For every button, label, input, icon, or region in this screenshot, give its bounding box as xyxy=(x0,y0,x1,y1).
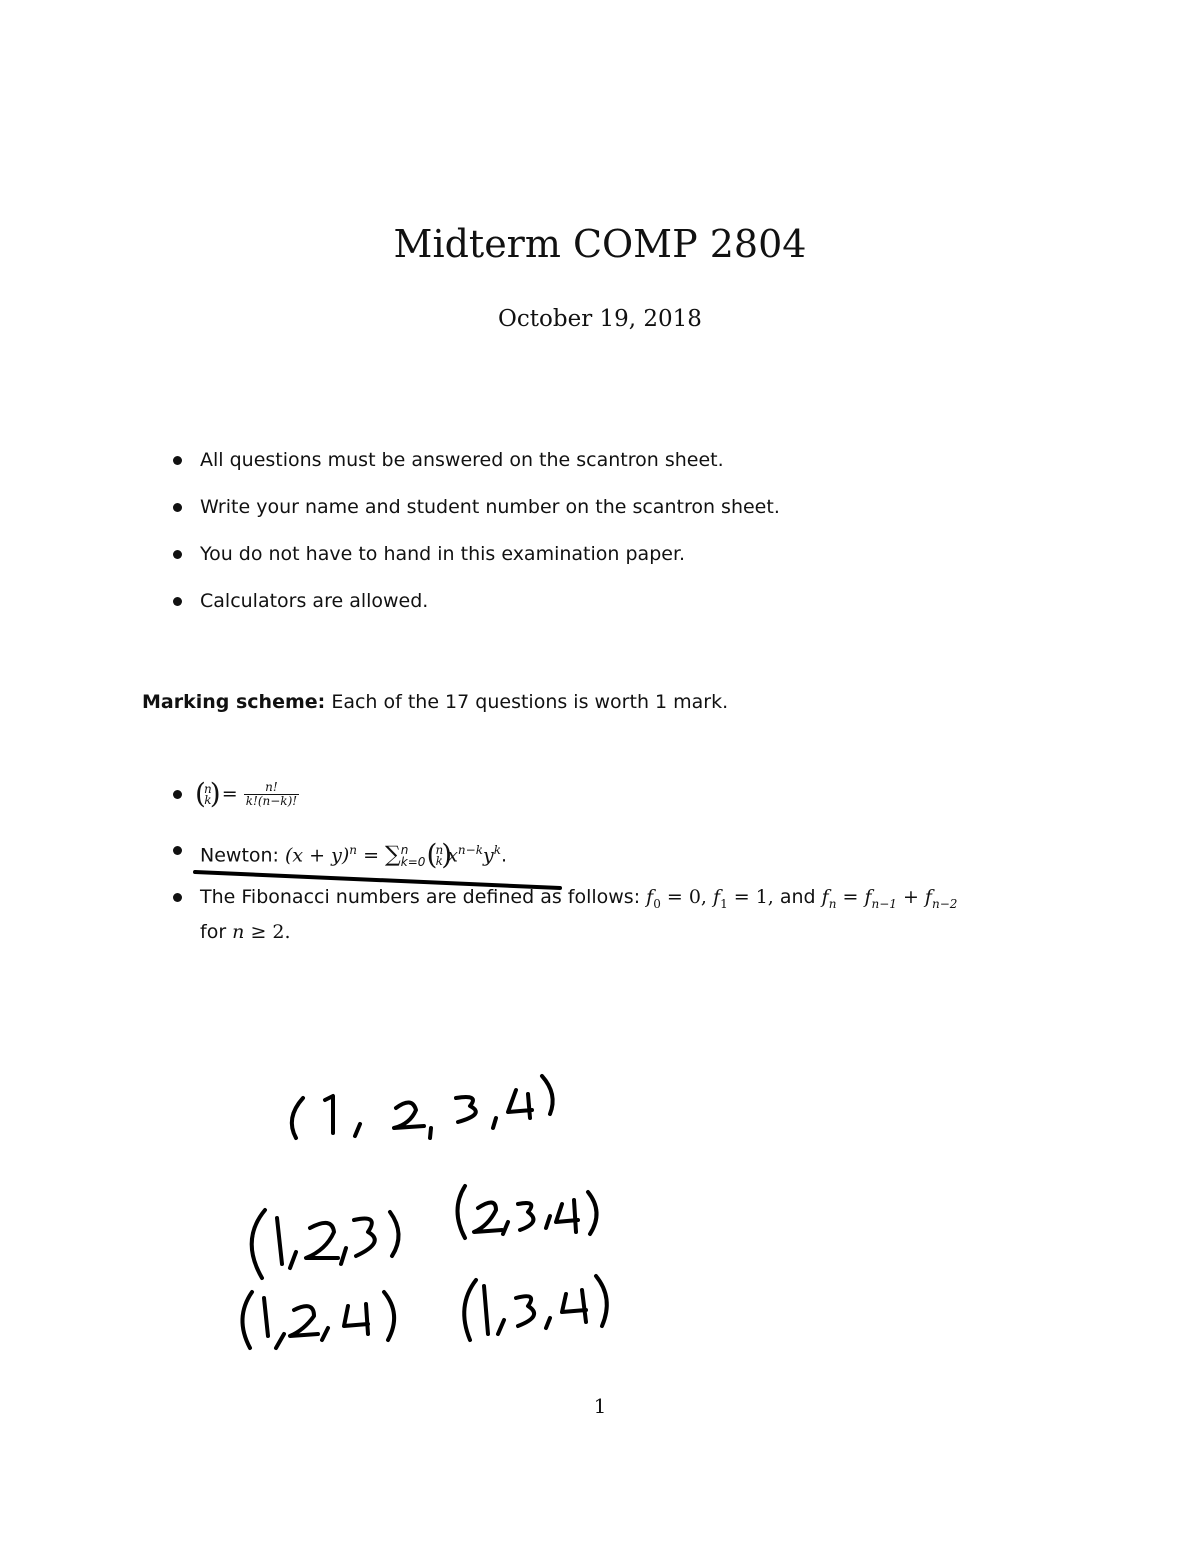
page-number: 1 xyxy=(593,1394,607,1418)
bullet-icon xyxy=(173,550,182,559)
marking-scheme-label: Marking scheme: xyxy=(142,691,326,713)
bullet-icon xyxy=(173,893,182,902)
formula-list xyxy=(173,780,1073,953)
bullet-icon xyxy=(173,597,182,606)
instructions-list xyxy=(173,446,1073,634)
marking-scheme xyxy=(142,688,1092,716)
handwritten-tuple xyxy=(464,1276,607,1340)
handwritten-tuple xyxy=(292,1076,553,1138)
handwritten-tuple xyxy=(458,1186,597,1238)
bullet-icon xyxy=(173,790,182,799)
instruction-item: All questions must be answered on the scantron sheet. xyxy=(173,446,1073,493)
exam-date: October 19, 2018 xyxy=(498,306,702,332)
page-title: Midterm COMP 2804 xyxy=(393,222,807,266)
instruction-item: Calculators are allowed. xyxy=(173,587,1073,634)
binomial-coefficient: ( n k ) xyxy=(200,784,216,806)
binomial-coefficient: ( n k ) xyxy=(431,845,447,867)
bullet-icon xyxy=(173,456,182,465)
handwritten-tuple xyxy=(242,1292,394,1348)
bullet-icon xyxy=(173,503,182,512)
marking-scheme-text: Each of the 17 questions is worth 1 mark. xyxy=(331,691,729,713)
instruction-item: Write your name and student number on the scantron sheet. xyxy=(173,493,1073,540)
bullet-icon xyxy=(173,846,182,855)
fibonacci-definition: The Fibonacci numbers are defined as follows: $f_0 = 0$, $f_1 = 1$, and $f_n = f_{n-1} + f_{n-2}$ for n ≥ 2. xyxy=(173,883,1073,953)
binomial-fraction: $\frac{n!}{k!(n-k)!}$ xyxy=(245,780,298,808)
binomial-formula: ( n k ) = $\frac{n!}{k!(n-k)!}$ xyxy=(173,780,1073,836)
instruction-item: You do not have to hand in this examination paper. xyxy=(173,540,1073,587)
handwritten-tuple xyxy=(252,1210,399,1278)
newton-formula: Newton: $(x + y)^n$ = ∑ n k=0 ( n k ) $x^{n-k}y^k$. xyxy=(173,836,1073,883)
sum-limits: n k=0 xyxy=(400,842,426,869)
